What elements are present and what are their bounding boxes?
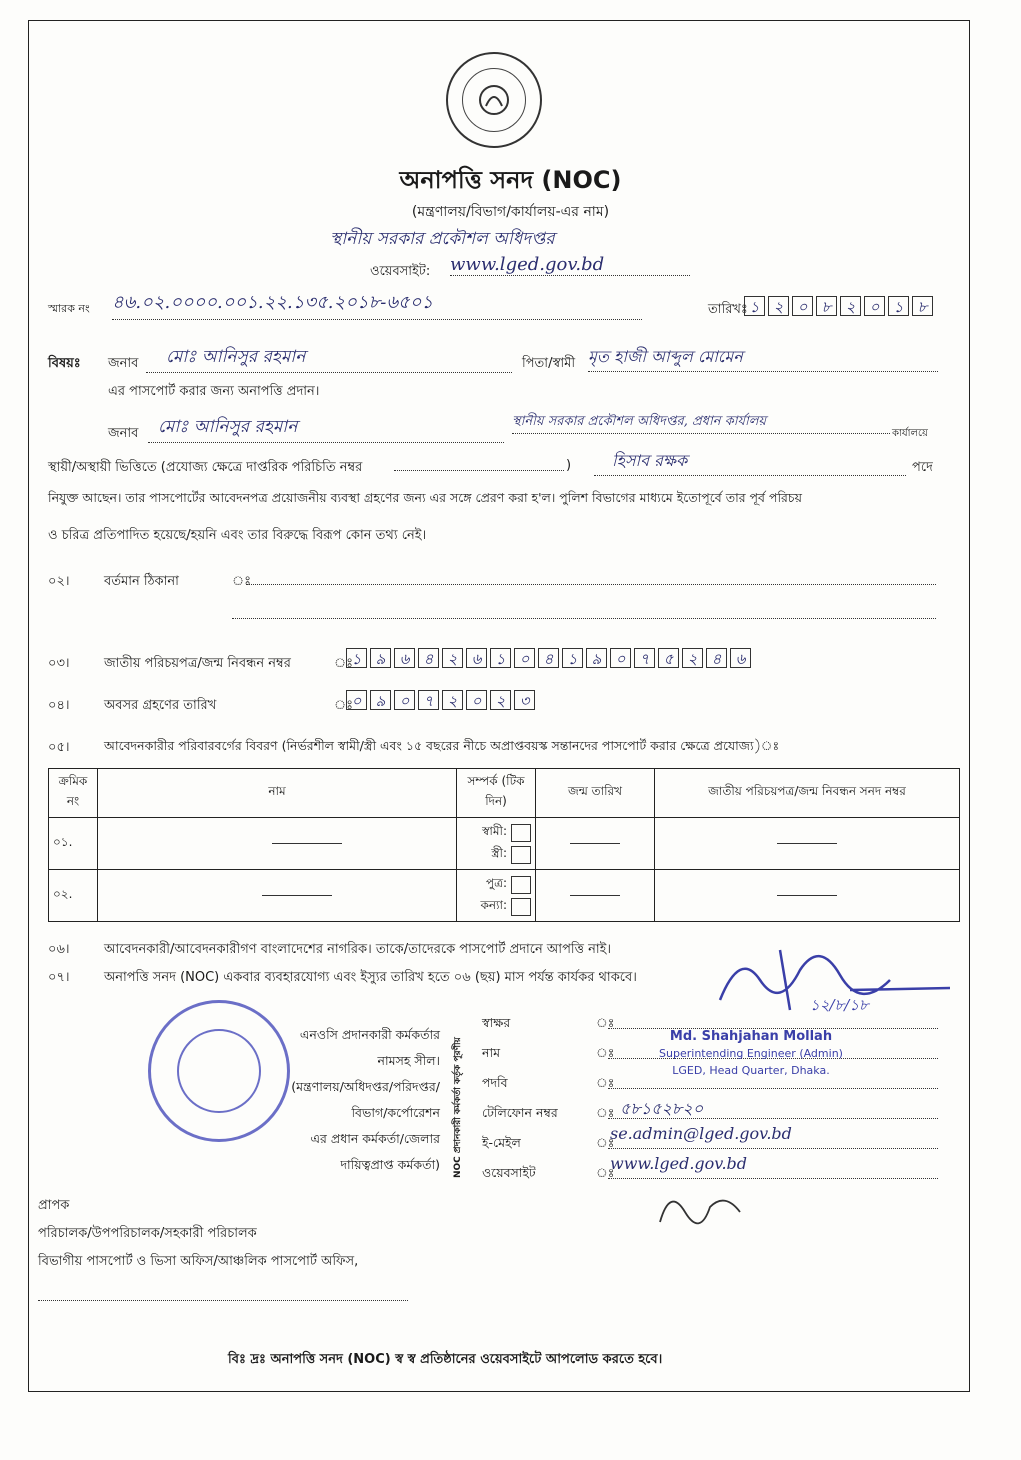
signatory-line: বিভাগ/কর্পোরেশন — [351, 1105, 440, 1120]
signatory-left-text — [240, 1022, 440, 1178]
official-id-line — [394, 470, 564, 471]
nid-digit-box: ৪ — [538, 648, 559, 668]
stamp-name: Md. Shahjahan Mollah — [669, 1029, 833, 1044]
recipient-address-line — [38, 1300, 408, 1301]
website-line — [608, 1178, 938, 1179]
row-relation — [457, 818, 536, 870]
nid-digit-box: ৬ — [466, 648, 487, 668]
row-serial: ০১. — [49, 818, 98, 870]
nid-digit-box: ৯ — [586, 648, 607, 668]
field-signature-label: স্বাক্ষর — [482, 1015, 511, 1030]
row-birthdate-dash — [536, 818, 655, 870]
row-nid-dash — [655, 870, 960, 922]
item-03-number: ০৩। — [48, 656, 70, 671]
colon: ঃ — [596, 1075, 615, 1090]
email-line — [608, 1148, 938, 1149]
paragraph-line1: নিযুক্ত আছেন। তার পাসপোর্টের আবেদনপত্র প্রয়োজনীয় ব্যবস্থা গ্রহণের জন্য এর সঙ্গে প্রেরণ করা হ'ল। পুলিশ বিভাগের মাধ্যমে ইতোপূর্বে তার পূর্ব পরিচয় — [48, 490, 803, 505]
field-website-label: ওয়েবসাইট — [482, 1165, 536, 1180]
table-row — [49, 818, 960, 870]
father-name: মৃত হাজী আব্দুল মোমেন — [588, 344, 938, 372]
signatory-line: নামসহ সীল। — [377, 1053, 440, 1068]
item-03-label: জাতীয় পরিচয়পত্র/জন্ম নিবন্ধন নম্বর — [104, 656, 291, 671]
date-digit-box: ২ — [840, 296, 861, 316]
footer-note: বিঃ দ্রঃ অনাপত্তি সনদ (NOC) স্ব স্ব প্রতিষ্ঠানের ওয়েবসাইটে আপলোড করতে হবে। — [228, 1352, 663, 1367]
item-07-text: অনাপত্তি সনদ (NOC) একবার ব্যবহারযোগ্য এবং ইস্যুর তারিখ হতে ০৬ (ছয়) মাস পর্যন্ত কার্যকর থাকবে। — [104, 970, 637, 985]
nid-digit-box: ০ — [514, 648, 535, 668]
pode-label: পদে — [912, 460, 933, 475]
office-suffix: কার্যালয়ে — [892, 428, 928, 439]
item-04-label: অবসর গ্রহণের তারিখ — [104, 698, 217, 713]
recipient-label: প্রাপক — [38, 1198, 70, 1213]
colon: ঃ — [596, 1135, 615, 1150]
family-table-header — [49, 769, 960, 818]
signatory-line: দায়িত্বপ্রাপ্ত কর্মকর্তা) — [340, 1157, 440, 1172]
item-03-colon: ঃ — [334, 656, 354, 671]
rel-husband-label: স্বামী: — [482, 823, 507, 838]
item-05-label: আবেদনকারীর পরিবারবর্গের বিবরণ (নির্ভরশীল স্বামী/স্ত্রী এবং ১৫ বছরের নীচে অপ্রাপ্তবয়স্ক সন্তানদের পাসপোর্ট করার ক্ষেত্রে প্রযোজ্য)ঃ — [104, 738, 780, 753]
nid-digit-box: ৯ — [370, 648, 391, 668]
applicant-name-2: মোঃ আনিসুর রহমান — [148, 414, 504, 443]
address-line-1 — [246, 584, 936, 585]
retire-digit-box: ০ — [346, 690, 367, 710]
item-05-number: ০৫। — [48, 740, 70, 755]
nid-digit-box: ৫ — [658, 648, 679, 668]
rel-wife-label: স্ত্রী: — [491, 845, 507, 860]
signature-date: ১২/৮/১৮ — [810, 996, 869, 1014]
date-digit-box: ২ — [768, 296, 789, 316]
document-subtitle: (মন্ত্রণালয়/বিভাগ/কার্যালয়-এর নাম) — [411, 204, 610, 220]
colon: ঃ — [596, 1045, 615, 1060]
date-digit-box: ৮ — [912, 296, 933, 316]
colon: ঃ — [596, 1105, 615, 1120]
janab-label-2: জনাব — [108, 426, 139, 441]
signatory-field-labels — [482, 1008, 582, 1188]
nid-digit-box: ২ — [442, 648, 463, 668]
retire-digit-box: ২ — [442, 690, 463, 710]
wife-checkbox[interactable] — [511, 846, 531, 864]
nid-boxes — [346, 648, 751, 668]
website-value-2: www.lged.gov.bd — [610, 1154, 748, 1173]
signatory-line: এনওসি প্রদানকারী কর্মকর্তার — [299, 1027, 440, 1042]
row-relation — [457, 870, 536, 922]
signatory-line: এর প্রধান কর্মকর্তা/জেলার — [310, 1131, 440, 1146]
retire-digit-box: ৩ — [514, 690, 535, 710]
memo-label: স্মারক নং — [48, 302, 90, 315]
website-label: ওয়েবসাইট: — [370, 264, 431, 279]
son-checkbox[interactable] — [511, 876, 531, 894]
nid-digit-box: ২ — [682, 648, 703, 668]
recipient-line1: পরিচালক/উপপরিচালক/সহকারী পরিচালক — [38, 1226, 257, 1241]
family-table — [48, 768, 960, 922]
initials-scribble — [650, 1182, 750, 1236]
paragraph-line2: ও চরিত্র প্রতিপাদিত হয়েছে/হয়নি এবং তার বিরুদ্ধে বিরূপ কোন তথ্য নেই। — [48, 528, 427, 543]
nid-digit-box: ১ — [562, 648, 583, 668]
document-title: অনাপত্তি সনদ (NOC) — [399, 166, 622, 194]
email-value: se.admin@lged.gov.bd — [610, 1124, 792, 1143]
retire-digit-box: ২ — [490, 690, 511, 710]
nid-digit-box: ৬ — [730, 648, 751, 668]
nid-digit-box: ০ — [610, 648, 631, 668]
government-seal — [446, 52, 542, 148]
nid-digit-box: ৪ — [418, 648, 439, 668]
colon: ঃ — [596, 1015, 615, 1030]
vertical-note: NOC প্রদানকারী কর্মকর্তা কর্তৃক পূরণীয় — [453, 1037, 463, 1178]
website-value: www.lged.gov.bd — [450, 254, 690, 276]
item-04-colon: ঃ — [334, 698, 354, 713]
father-label: পিতা/স্বামী — [522, 356, 576, 371]
nid-digit-box: ১ — [346, 648, 367, 668]
date-digit-box: ০ — [792, 296, 813, 316]
janab-label: জনাব — [108, 356, 139, 371]
rel-daughter-label: কন্যা: — [480, 897, 507, 912]
stamp-office: LGED, Head Quarter, Dhaka. — [672, 1064, 830, 1077]
table-row — [49, 870, 960, 922]
retire-digit-box: ০ — [466, 690, 487, 710]
applicant-name: মোঃ আনিসুর রহমান — [146, 344, 512, 373]
item-07-number: ০৭। — [48, 970, 70, 985]
official-name-stamp — [626, 1028, 876, 1079]
item-06-number: ০৬। — [48, 942, 70, 957]
item-02-colon: ঃ — [232, 574, 252, 589]
stamp-title: Superintending Engineer (Admin) — [659, 1047, 843, 1060]
row-serial: ০২. — [49, 870, 98, 922]
field-email-label: ই-মেইল — [482, 1135, 521, 1150]
row-birthdate-dash — [536, 870, 655, 922]
date-digit-box: ১ — [744, 296, 765, 316]
memo-number: ৪৬.০২.০০০০.০০১.২২.১৩৫.২০১৮-৬৫০১ — [112, 288, 642, 320]
col-birthdate: জন্ম তারিখ — [536, 769, 655, 818]
field-phone-label: টেলিফোন নম্বর — [482, 1105, 558, 1120]
subject-line2: এর পাসপোর্ট করার জন্য অনাপত্তি প্রদান। — [108, 384, 320, 399]
col-serial: ক্রমিক নং — [49, 769, 98, 818]
nid-digit-box: ১ — [490, 648, 511, 668]
retire-digit-box: ০ — [394, 690, 415, 710]
applicant-office: স্থানীয় সরকার প্রকৌশল অধিদপ্তর, প্রধান কার্যালয় — [512, 412, 890, 434]
col-relation: সম্পর্ক (টিক দিন) — [457, 769, 536, 818]
phone-value: ৫৮১৫২৮২০ — [620, 1099, 704, 1118]
subject-label: বিষয়ঃ — [48, 356, 81, 371]
nid-digit-box: ৬ — [394, 648, 415, 668]
date-label: তারিখঃ — [708, 302, 748, 317]
date-digit-box: ১ — [888, 296, 909, 316]
date-digit-box: ৮ — [816, 296, 837, 316]
item-06-text: আবেদনকারী/আবেদনকারীগণ বাংলাদেশের নাগরিক। তাকে/তাদেরকে পাসপোর্ট প্রদানে আপত্তি নাই। — [104, 942, 612, 957]
row-name-dash — [98, 818, 457, 870]
item-04-number: ০৪। — [48, 698, 70, 713]
designation: হিসাব রক্ষক — [594, 448, 906, 476]
recipient-line2: বিভাগীয় পাসপোর্ট ও ভিসা অফিস/আঞ্চলিক পাসপোর্ট অফিস, — [38, 1254, 359, 1269]
retire-digit-box: ৯ — [370, 690, 391, 710]
retirement-date-boxes — [346, 690, 535, 710]
permanent-label: স্থায়ী/অস্থায়ী ভিত্তিতে (প্রযোজ্য ক্ষেত্রে দাপ্তরিক পরিচিতি নম্বর — [48, 460, 363, 475]
nid-digit-box: ৭ — [634, 648, 655, 668]
date-digit-box: ০ — [864, 296, 885, 316]
office-name: স্থানীয় সরকার প্রকৌশল অধিদপ্তর — [330, 229, 555, 249]
husband-checkbox[interactable] — [511, 824, 531, 842]
address-line-2 — [232, 618, 936, 619]
signatory-line: (মন্ত্রণালয়/অধিদপ্তর/পরিদপ্তর/ — [291, 1079, 440, 1094]
col-nid: জাতীয় পরিচয়পত্র/জন্ম নিবন্ধন সনদ নম্বর — [655, 769, 960, 818]
row-name-dash — [98, 870, 457, 922]
daughter-checkbox[interactable] — [511, 898, 531, 916]
col-name: নাম — [98, 769, 457, 818]
nid-digit-box: ৪ — [706, 648, 727, 668]
item-02-number: ০২। — [48, 574, 70, 589]
seal-emblem-icon — [462, 68, 526, 132]
colon: ঃ — [596, 1165, 615, 1180]
designation-line — [608, 1088, 938, 1089]
issue-date-boxes — [744, 296, 933, 316]
retire-digit-box: ৭ — [418, 690, 439, 710]
field-designation-label: পদবি — [482, 1075, 508, 1090]
field-name-label: নাম — [482, 1045, 501, 1060]
item-02-label: বর্তমান ঠিকানা — [104, 574, 179, 589]
permanent-close: ) — [566, 458, 572, 473]
row-nid-dash — [655, 818, 960, 870]
rel-son-label: পুত্র: — [485, 875, 507, 890]
